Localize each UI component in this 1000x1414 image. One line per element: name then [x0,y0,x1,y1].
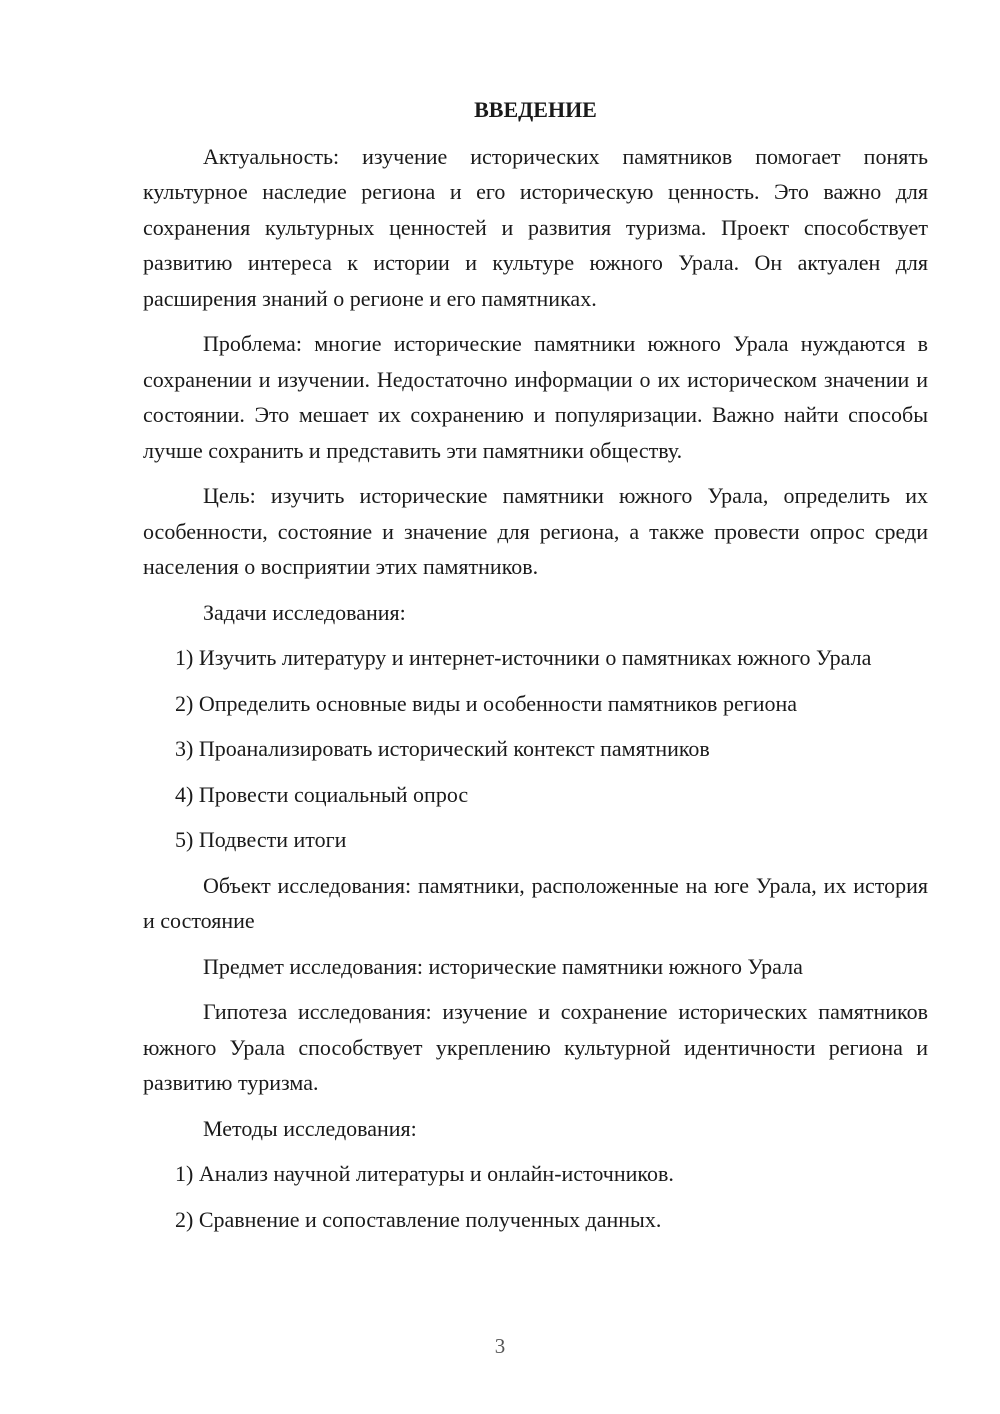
task-item-2: 2) Определить основные виды и особенности памятников региона [175,690,798,716]
hypothesis-paragraph: Гипотеза исследования: изучение и сохранение исторических памятников южного Урала способствует укреплению культурной идентичности региона и развитию туризма. [143,999,928,1095]
method-item-2: 2) Сравнение и сопоставление полученных данных. [175,1206,662,1232]
task-item-4: 4) Провести социальный опрос [175,781,469,807]
task-item-5: 5) Подвести итоги [175,827,347,852]
relevance-paragraph: Актуальность: изучение исторических памятников помогает понять культурное наследие региона и его историческую ценность. Это важно для сохранения культурных ценностей и развития туризма. Проект способствует развитию интереса к истории и культуре южного Урала. Он актуален для расширения знаний о регионе и его памятниках. [143,143,928,311]
task-item-1: 1) Изучить литературу и интернет-источники о памятниках южного Урала [175,645,872,670]
section-title: ВВЕДЕНИЕ [474,97,597,122]
document-body [143,92,928,1247]
goal-paragraph: Цель: изучить исторические памятники южного Урала, определить их особенности, состояние и значение для региона, а также провести опрос среди населения о восприятии этих памятников. [143,483,928,579]
task-item-3: 3) Проанализировать исторический контекст памятников [175,736,710,761]
methods-heading: Методы исследования: [203,1115,417,1141]
subject-paragraph: Предмет исследования: исторические памятники южного Урала [203,953,803,979]
page-number: 3 [494,1334,506,1358]
tasks-heading: Задачи исследования: [203,599,406,625]
method-item-1: 1) Анализ научной литературы и онлайн-источников. [175,1161,674,1186]
object-paragraph: Объект исследования: памятники, расположенные на юге Урала, их история и состояние [143,872,928,933]
problem-paragraph: Проблема: многие исторические памятники южного Урала нуждаются в сохранении и изучении. Недостаточно информации о их историческом значении и состоянии. Это мешает их сохранению и популяризации. Важно найти способы лучше сохранить и представить эти памятники обществу. [143,331,928,463]
